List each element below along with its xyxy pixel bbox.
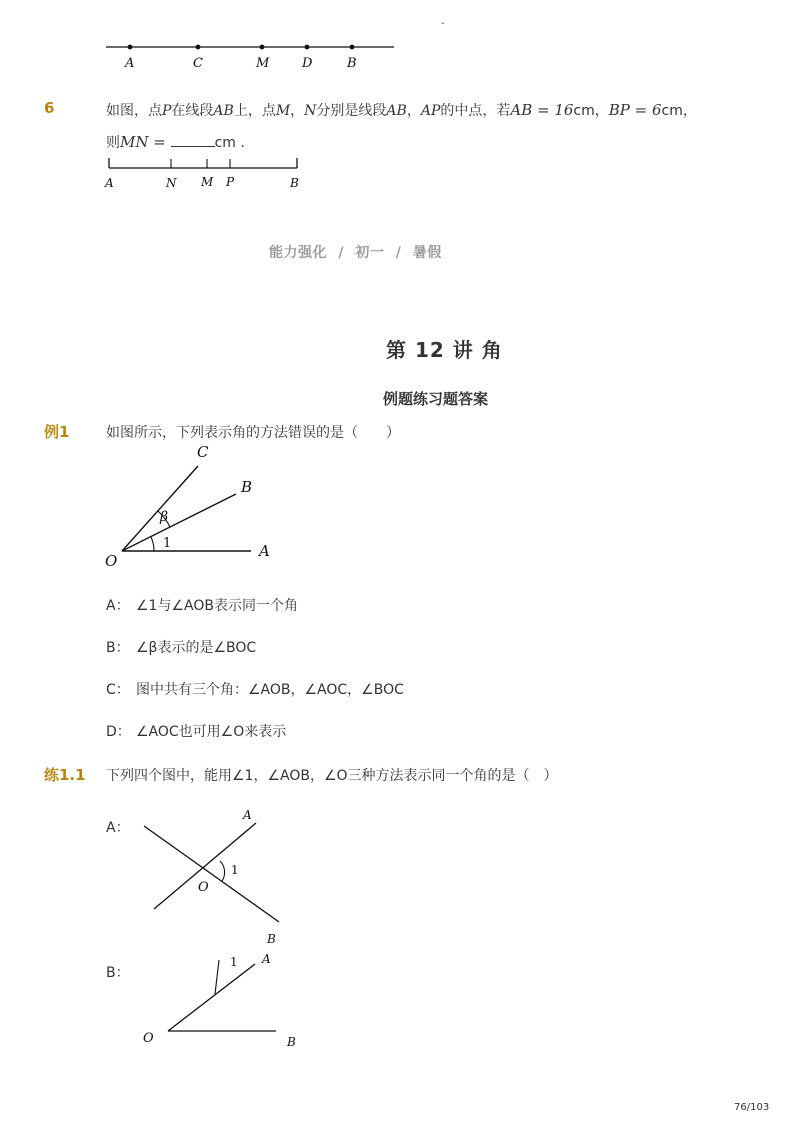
option-c[interactable]: C： 图中共有三个角：∠AOB，∠AOC，∠BOC [106,682,404,698]
label-d: D [302,56,313,71]
practice-option-b-figure [140,950,310,1055]
label-m: M [201,175,214,189]
segment-anmpb-figure [100,154,310,194]
svg-text:O: O [105,552,118,570]
page-number: 76/103 [734,1102,770,1113]
svg-text:A: A [262,952,271,966]
example-1-tag: 例1 [44,423,70,441]
label-m: M [256,56,270,71]
section-title: 例题练习题答案 [383,390,489,408]
option-b[interactable]: B： ∠β表示的是∠BOC [106,640,257,656]
point-b [350,45,355,50]
svg-text:1: 1 [230,955,238,969]
svg-text:1: 1 [163,536,172,551]
practice-1-1-tag: 练1.1 [44,766,86,784]
points-line-figure [100,36,400,72]
svg-text:B: B [267,932,276,946]
practice-option-b-label[interactable]: B： [106,965,130,981]
point-d [305,45,310,50]
breadcrumb: 能力强化 / 初一 / 暑假 [269,245,442,261]
example-1-question: 如图所示，下列表示角的方法错误的是（ ） [106,425,400,441]
point-m [260,45,265,50]
question-6-line1: 如图，点P在线段AB上，点M，N分别是线段AB，AP的中点，若AB = 16cm，BP = 6cm， [106,101,697,119]
svg-text:O: O [198,880,209,895]
practice-option-a-figure [140,805,300,950]
question-6-line2: 则MN = cm . [106,133,245,151]
svg-text:C: C [197,443,209,461]
example-1-figure [100,440,290,575]
label-b: B [290,176,299,190]
svg-text:O: O [143,1031,154,1046]
label-a: A [125,56,135,71]
label-n: N [166,176,177,190]
answer-blank[interactable] [171,134,215,147]
svg-text:A: A [243,808,252,822]
top-dash: - [441,18,445,29]
svg-text:B: B [241,478,253,496]
label-c: C [193,56,203,71]
option-d[interactable]: D： ∠AOC也可用∠O来表示 [106,724,287,740]
option-a[interactable]: A： ∠1与∠AOB表示同一个角 [106,598,298,614]
point-c [196,45,201,50]
svg-text:1: 1 [231,863,239,877]
label-a: A [105,176,114,190]
lecture-title: 第 12 讲 角 [386,338,503,362]
svg-text:A: A [259,542,270,560]
svg-text:β: β [160,509,169,525]
practice-1-1-question: 下列四个图中，能用∠1，∠AOB，∠O三种方法表示同一个角的是（ ） [106,768,558,784]
point-a [128,45,133,50]
question-6-number: 6 [44,99,55,117]
label-p: P [226,175,235,189]
practice-option-a-label[interactable]: A： [106,820,130,836]
label-b: B [347,56,357,71]
svg-text:B: B [287,1035,296,1049]
